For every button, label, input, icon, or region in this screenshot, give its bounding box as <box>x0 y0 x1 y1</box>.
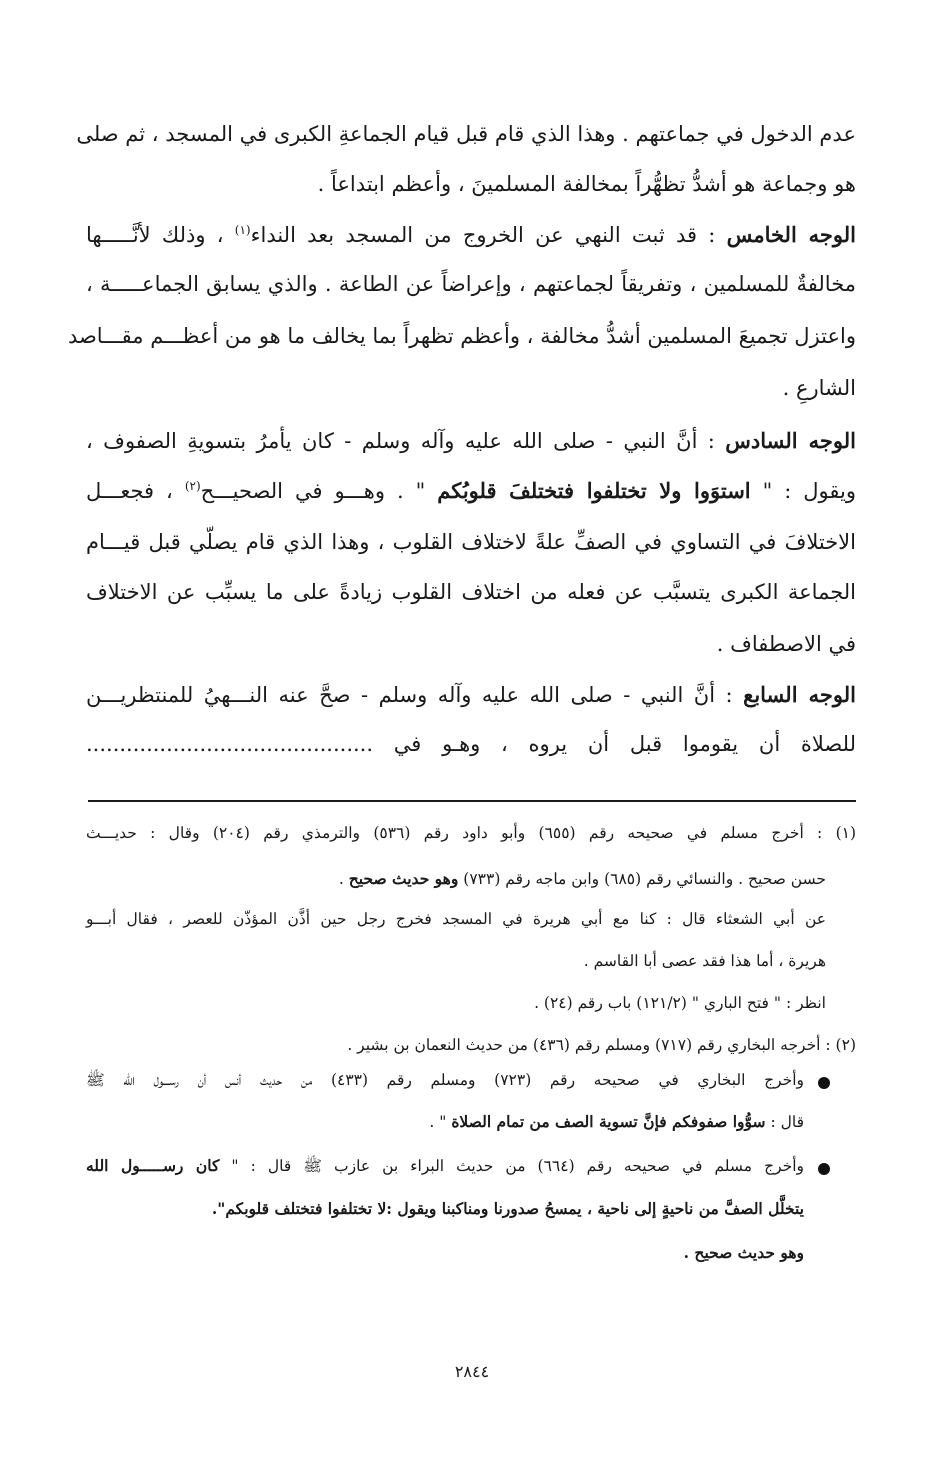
footnote-2-line-3 <box>86 1113 804 1132</box>
body-line-10: الجماعة الكبرى يتسبَّب عن فعله من اختلاف القلوب زيادةً على ما يسبِّب عن الاختلاف <box>86 580 856 604</box>
footnote-1-line-4: هريرة ، أما هذا فقد عصى أبا القاسم . <box>583 952 826 970</box>
body-line-6: الشارعِ . <box>782 376 856 400</box>
body-line-8 <box>86 478 856 504</box>
footnote-1-line-2 <box>86 870 826 889</box>
section-heading-5: الوجه الخامس <box>726 222 856 247</box>
hadith-quote: استوَوا ولا تختلفوا فتختلفَ قلوبُكم <box>437 478 751 503</box>
text-span: قال : <box>765 1113 804 1131</box>
hadith-quote: كان رســـــول الله <box>86 1156 220 1175</box>
footnote-separator <box>88 800 856 802</box>
text-span: : قد ثبت النهي عن الخروج من المسجد بعد النداء <box>250 223 727 247</box>
text-span: : أنَّ النبي - صلى الله عليه وآله وسلم - كان يأمرُ بتسويةِ الصفوف ، <box>86 429 726 453</box>
hadith-quote: سوُّوا صفوفكم فإنَّ تسوية الصف من تمام الصلاة <box>451 1112 766 1131</box>
body-line-7 <box>86 428 856 454</box>
body-line-11: في الاصطفاف . <box>716 632 856 656</box>
body-line-2: هو وجماعة هو أشدُّ تظهُّراً بمخالفة المسلمينَ ، وأعظم ابتداعاً . <box>317 172 856 196</box>
text-span: : أنَّ النبي - صلى الله عليه وآله وسلم - صحَّ عنه النـــهيُ للمنتظريـــن <box>86 683 744 707</box>
body-line-3 <box>86 222 856 248</box>
grading-bold: وهو حديث صحيح <box>348 869 459 888</box>
footnote-ref-2[interactable]: (٢) <box>184 479 201 493</box>
footnote-2-line-6: وهو حديث صحيح . <box>683 1243 804 1262</box>
text-span: ، فجعـــل <box>86 479 185 503</box>
footnote-1-line-5: انظر : " فتح الباري " (١٢١/٢) باب رقم (٢٤) . <box>534 994 826 1012</box>
text-span: حسن صحيح . والنسائي رقم (٦٨٥) وابن ماجه رقم (٧٣٣) <box>458 870 826 888</box>
section-heading-7: الوجه السابع <box>743 682 856 707</box>
footnote-2-line-5: يتخلَّل الصفَّ من ناحيةٍ إلى ناحية ، يمسحُ صدورنا ومناكبنا ويقول :لا تختلفوا فتختلف قلوبكم". <box>211 1199 804 1218</box>
body-line-12 <box>86 682 856 708</box>
body-line-1: عدم الدخول في جماعتهم . وهذا الذي قام قبل قيام الجماعةِ الكبرى في المسجد ، ثم صلى <box>76 122 856 146</box>
body-line-9: الاختلافَ في التساوي في الصفِّ علةً لاختلاف القلوب ، وهذا الذي قام يصلّي قبل قيـــام <box>86 530 856 554</box>
section-heading-6: الوجه السادس <box>725 428 856 453</box>
footnote-2-line-4 <box>86 1157 804 1176</box>
page-number: ٢٨٤٤ <box>454 1362 490 1381</box>
text-span: ويقول : " <box>750 479 856 503</box>
footnote-1-line-3: عن أبي الشعثاء قال : كنا مع أبي هريرة في المسجد فخرج رجل حين أذَّن المؤذّن للعصر ، فقال أبـــو <box>86 910 826 928</box>
body-line-13: للصلاة أن يقوموا قبل أن يروه ، وهـو في ........................................... <box>86 732 856 756</box>
text-span: . <box>338 870 349 888</box>
footnote-1-line-1: (١) : أخرج مسلم في صحيحه رقم (٦٥٥) وأبو داود رقم (٥٣٦) والترمذي رقم (٢٠٤) وقال : حديـــث <box>86 824 857 842</box>
text-span: وأخرج مسلم في صحيحه رقم (٦٦٤) من حديث البراء بن عازب ﷺ قال : " <box>219 1157 805 1175</box>
text-span: " . وهـــو في الصحيـــح <box>200 479 438 503</box>
text-span: " . <box>429 1113 452 1131</box>
footnote-2-line-2: وأخرج البخاري في صحيحه رقم (٧٢٣) ومسلم رقم (٤٣٣) من حديث أنس أن رســـول الله ﷺ <box>86 1071 804 1089</box>
body-line-5: واعتزل تجميعَ المسلمين أشدُّ مخالفة ، وأعظم تظهراً بما يخالف ما هو من أعظـــم مقـــاصد <box>67 324 856 348</box>
footnote-ref-1[interactable]: (١) <box>234 223 251 237</box>
bullet-icon <box>818 1163 830 1175</box>
text-span: ، وذلك لأنَّـــــها <box>86 223 235 247</box>
footnote-2-line-1: (٢) : أخرجه البخاري رقم (٧١٧) ومسلم رقم (٤٣٦) من حديث النعمان بن بشير . <box>347 1036 856 1054</box>
body-line-4: مخالفةٌ للمسلمين ، وتفريقاً لجماعتهم ، وإعراضاً عن الطاعة . والذي يسابق الجماعـــــة ، <box>86 272 856 296</box>
bullet-icon <box>818 1077 830 1089</box>
